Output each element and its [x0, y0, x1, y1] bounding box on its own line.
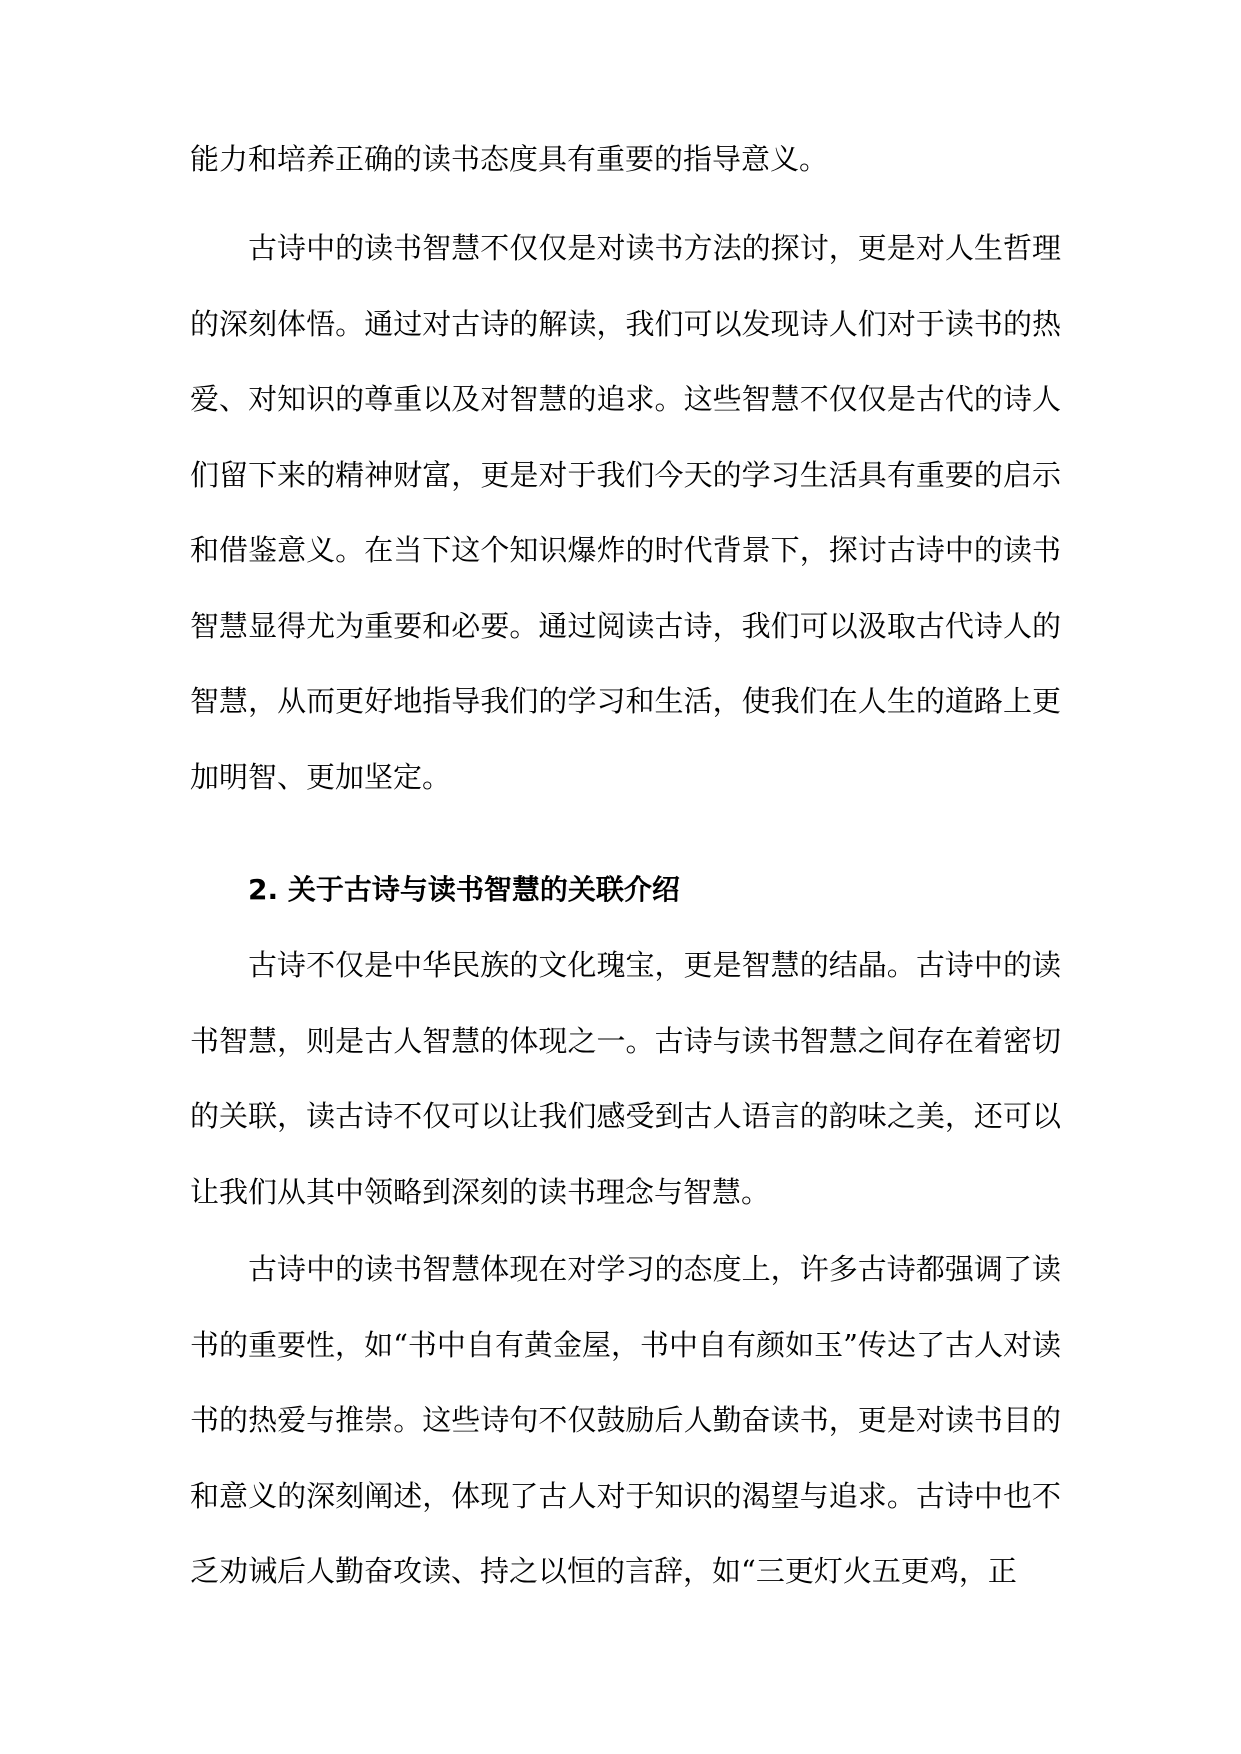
section-heading: 2. 关于古诗与读书智慧的关联介绍 — [248, 873, 680, 906]
paragraph: 古诗中的读书智慧不仅仅是对读书方法的探讨，更是对人生哲理的深刻体悟。通过对古诗的解读，我们可以发现诗人们对于读书的热爱、对知识的尊重以及对智慧的追求。这些智慧不仅仅是古代的诗人们留下来的精神财富，更是对于我们今天的学习生活具有重要的启示和借鉴意义。在当下这个知识爆炸的时代背景下，探讨古诗中的读书智慧显得尤为重要和必要。通过阅读古诗，我们可以汲取古代诗人的智慧，从而更好地指导我们的学习和生活，使我们在人生的道路上更加明智、更加坚定。 — [190, 231, 1061, 794]
paragraph: 古诗不仅是中华民族的文化瑰宝，更是智慧的结晶。古诗中的读书智慧，则是古人智慧的体现之一。古诗与读书智慧之间存在着密切的关联，读古诗不仅可以让我们感受到古人语言的韵味之美，还可以让我们从其中领略到深刻的读书理念与智慧。 — [190, 948, 1061, 1209]
paragraph: 古诗中的读书智慧体现在对学习的态度上，许多古诗都强调了读书的重要性，如“书中自有黄金屋，书中自有颜如玉”传达了古人对读书的热爱与推崇。这些诗句不仅鼓励后人勤奋读书，更是对读书目的和意义的深刻阐述，体现了古人对于知识的渴望与追求。古诗中也不乏劝诫后人勤奋攻读、持之以恒的言辞，如“三更灯火五更鸡，正 — [190, 1252, 1061, 1588]
paragraph-continuation: 能力和培养正确的读书态度具有重要的指导意义。 — [190, 142, 829, 176]
section-heading-block — [190, 852, 1061, 928]
body-text-section-2 — [190, 1232, 1061, 1610]
body-text-main — [190, 211, 1061, 815]
body-text-top — [190, 122, 1061, 198]
body-text-section — [190, 928, 1061, 1230]
